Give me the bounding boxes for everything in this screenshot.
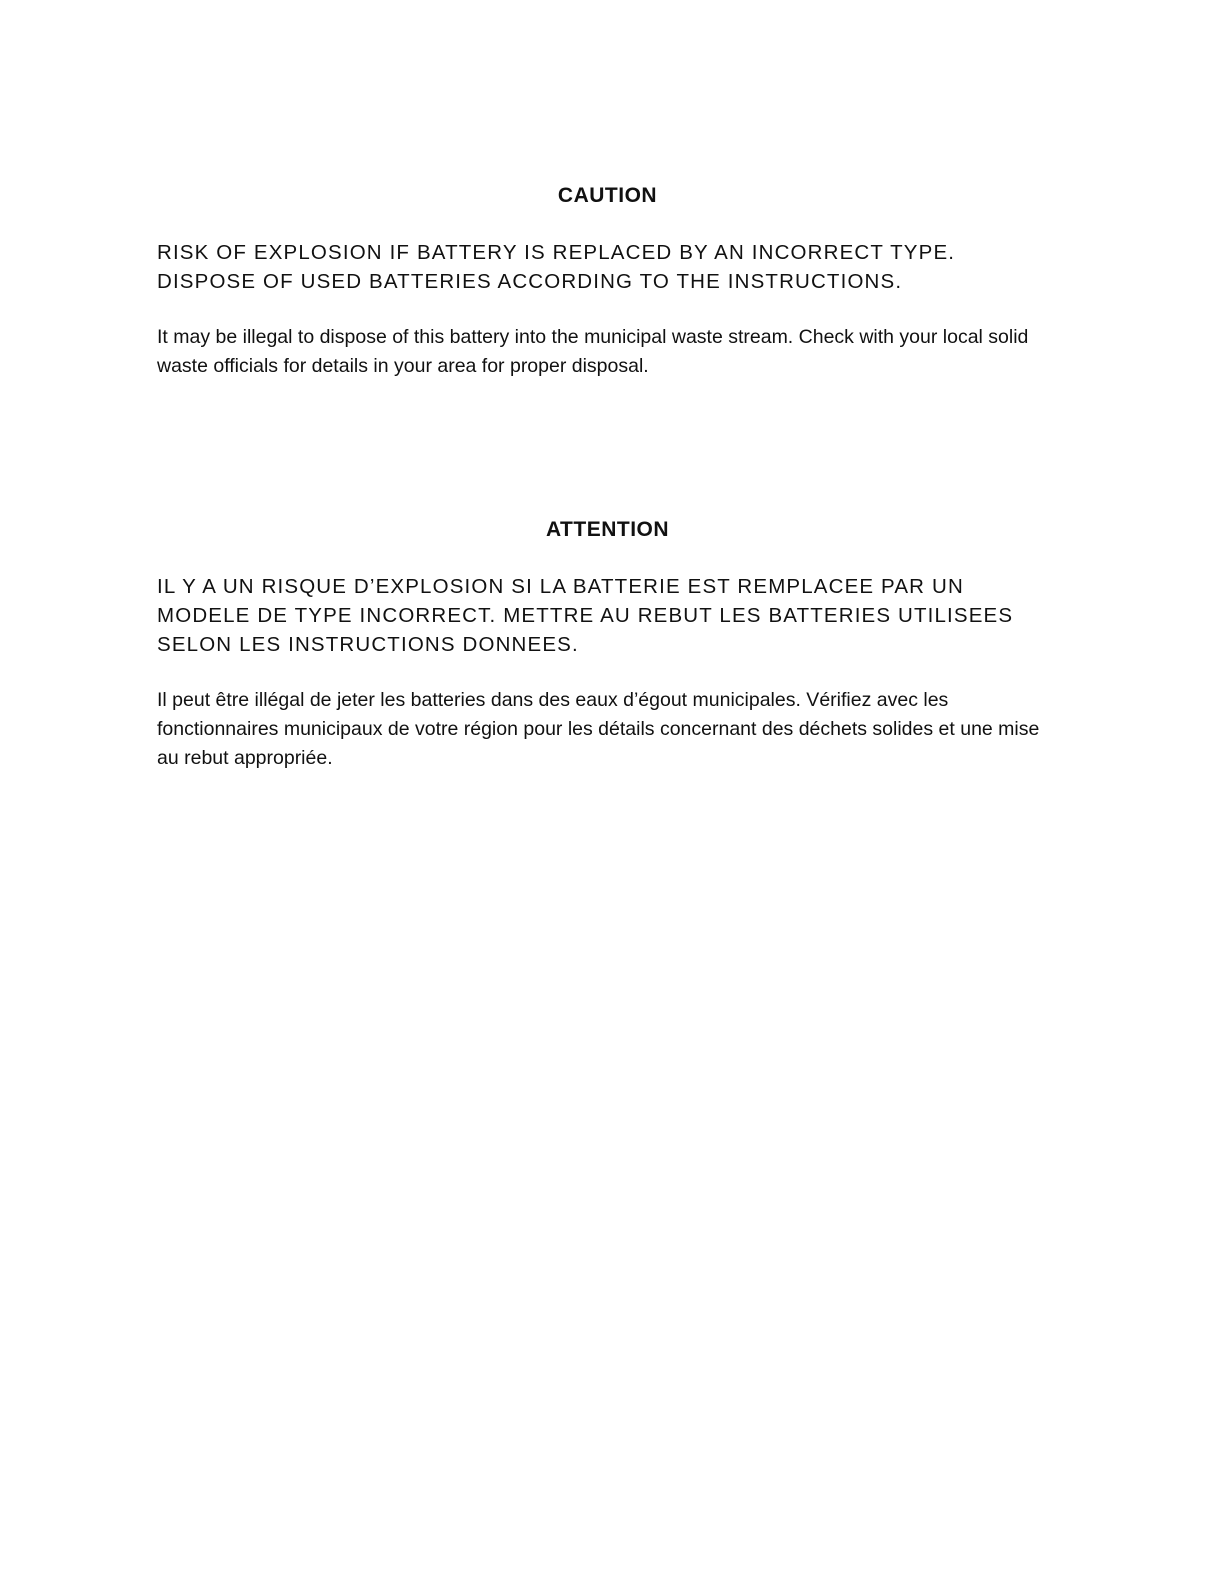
attention-warning-text: IL Y A UN RISQUE D’EXPLOSION SI LA BATTERIE EST REMPLACEE PAR UN MODELE DE TYPE INCORRECT. METTRE AU REBUT LES BATTERIES UTILISEES SELON LES INSTRUCTIONS DONNEES. bbox=[157, 575, 1014, 656]
caution-heading: CAUTION bbox=[557, 184, 658, 207]
attention-heading: ATTENTION bbox=[545, 518, 670, 541]
caution-warning-text: RISK OF EXPLOSION IF BATTERY IS REPLACED BY AN INCORRECT TYPE. DISPOSE OF USED BATTERIES ACCORDING TO THE INSTRUCTIONS. bbox=[157, 241, 956, 293]
attention-section bbox=[157, 516, 1052, 773]
caution-section bbox=[157, 182, 1052, 381]
attention-disposal-note: Il peut être illégal de jeter les batteries dans des eaux d’égout municipales. Vérifiez avec les fonctionnaires municipaux de votre région pour les détails concernant des déchets solides et une mise au rebut appropriée. bbox=[157, 689, 1040, 769]
caution-disposal-note: It may be illegal to dispose of this battery into the municipal waste stream. Check with your local solid waste officials for details in your area for proper disposal. bbox=[157, 326, 1029, 377]
